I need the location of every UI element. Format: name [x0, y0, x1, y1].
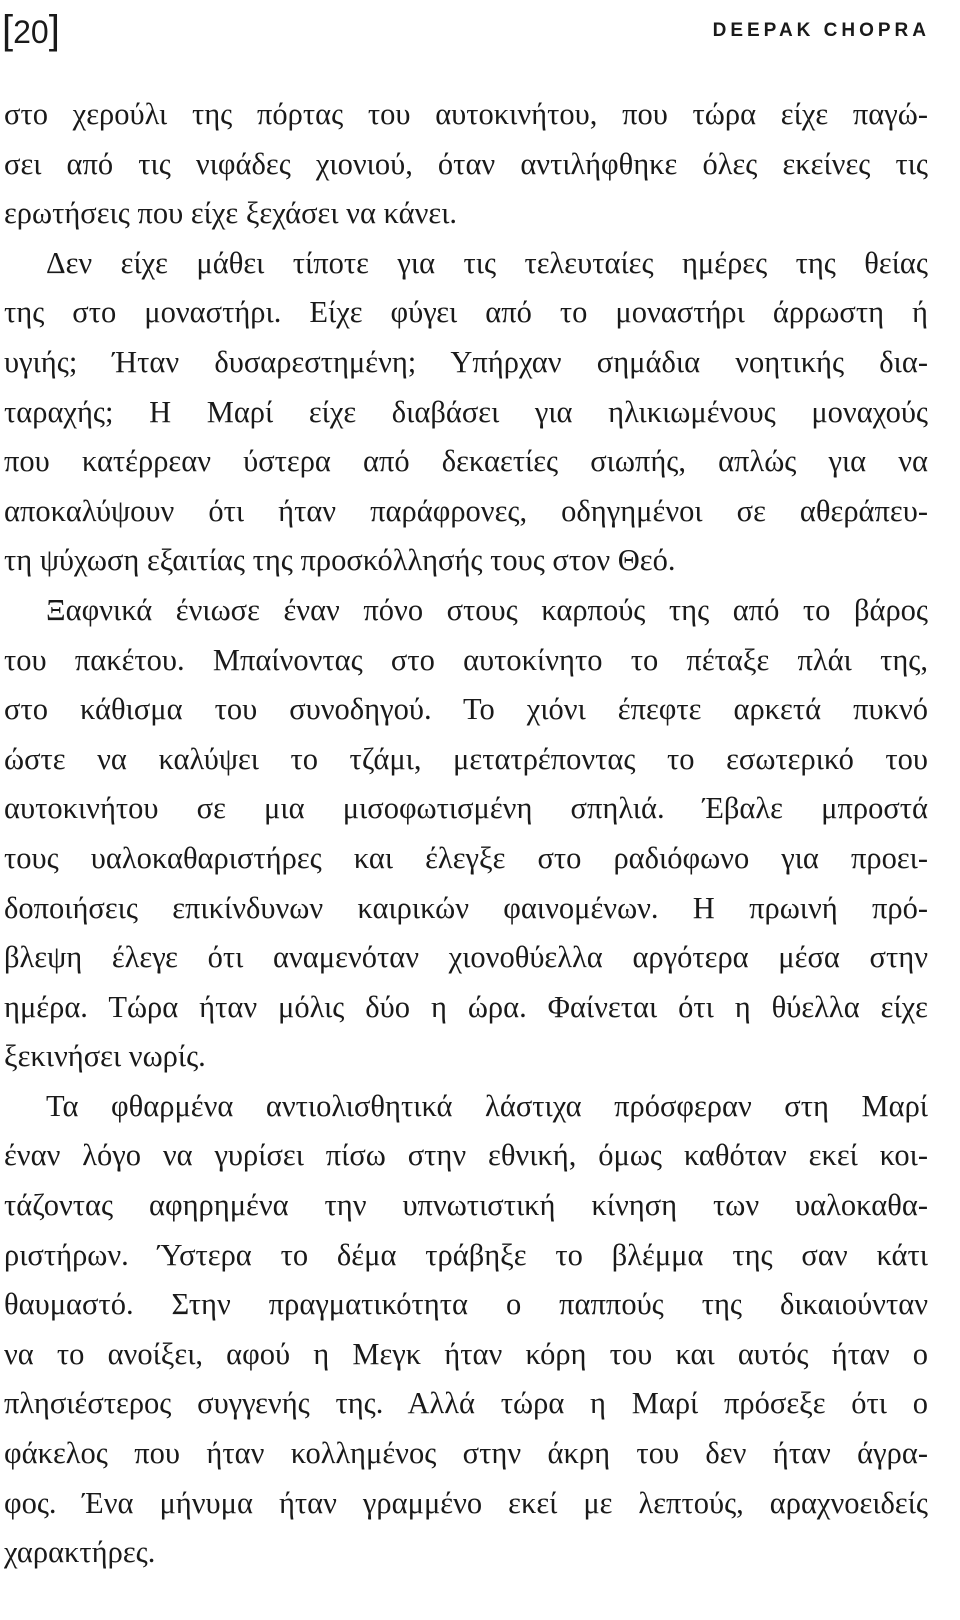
text-line: δοποιήσεις επικίνδυνων καιρικών φαινομένων. Η πρωινή πρό-	[4, 890, 928, 925]
text-line: Ξαφνικά ένιωσε έναν πόνο στους καρπούς της από το βάρος	[46, 592, 928, 627]
text-line: χαρακτήρες.	[4, 1535, 156, 1570]
paragraph	[4, 239, 928, 586]
body-text	[4, 90, 928, 1578]
text-line: έναν λόγο να γυρίσει πίσω στην εθνική, όμως καθόταν εκεί κοι-	[4, 1138, 928, 1173]
page-number-close-bracket: ]	[48, 8, 60, 52]
text-line: Δεν είχε μάθει τίποτε για τις τελευταίες ημέρες της θείας	[46, 245, 928, 280]
text-line: ταραχής; Η Μαρί είχε διαβάσει για ηλικιωμένους μοναχούς	[4, 394, 928, 429]
text-line: θαυμαστό. Στην πραγματικότητα ο παππούς της δικαιούνταν	[4, 1287, 928, 1322]
text-line: ριστήρων. Ύστερα το δέμα τράβηξε το βλέμμα της σαν κάτι	[4, 1237, 928, 1272]
paragraph	[4, 1082, 928, 1578]
text-line: του πακέτου. Μπαίνοντας στο αυτοκίνητο το πέταξε πλάι της,	[4, 642, 928, 677]
text-line: τη ψύχωση εξαιτίας της προσκόλλησής τους στον Θεό.	[4, 543, 676, 578]
paragraph	[4, 586, 928, 1082]
page-number-open-bracket: [	[2, 8, 14, 52]
page-number-value: 20	[13, 14, 49, 50]
text-line: που κατέρρεαν ύστερα από δεκαετίες σιωπής, απλώς για να	[4, 444, 928, 479]
text-line: αυτοκινήτου σε μια μισοφωτισμένη σπηλιά. Έβαλε μπροστά	[4, 791, 928, 826]
text-line: ξεκινήσει νωρίς.	[4, 1039, 206, 1074]
running-head-author: DEEPAK CHOPRA	[712, 20, 930, 41]
paragraph	[4, 90, 928, 239]
text-line: Τα φθαρμένα αντιολισθητικά λάστιχα πρόσφεραν στη Μαρί	[46, 1088, 928, 1123]
text-line: στο χερούλι της πόρτας του αυτοκινήτου, που τώρα είχε παγώ-	[4, 97, 928, 131]
text-line: αποκαλύψουν ότι ήταν παράφρονες, οδηγημένοι σε αθεράπευ-	[4, 493, 928, 528]
text-line: της στο μοναστήρι. Είχε φύγει από το μοναστήρι άρρωστη ή	[4, 295, 928, 330]
text-line: ημέρα. Τώρα ήταν μόλις δύο η ώρα. Φαίνεται ότι η θύελλα είχε	[4, 989, 928, 1024]
text-line: να το ανοίξει, αφού η Μεγκ ήταν κόρη του και αυτός ήταν ο	[4, 1336, 928, 1371]
text-line: φος. Ένα μήνυμα ήταν γραμμένο εκεί με λεπτούς, αραχνοειδείς	[4, 1485, 928, 1520]
text-line: ώστε να καλύψει το τζάμι, μετατρέποντας το εσωτερικό του	[4, 741, 928, 776]
text-line: βλεψη έλεγε ότι αναμενόταν χιονοθύελλα αργότερα μέσα στην	[4, 940, 928, 975]
text-line: πλησιέστερος συγγενής της. Αλλά τώρα η Μαρί πρόσεξε ότι ο	[4, 1386, 928, 1421]
text-line: στο κάθισμα του συνοδηγού. Το χιόνι έπεφτε αρκετά πυκνό	[4, 692, 928, 727]
text-line: τους υαλοκαθαριστήρες και έλεγξε στο ραδιόφωνο για προει-	[4, 840, 928, 875]
page-header	[0, 0, 960, 80]
text-line: σει από τις νιφάδες χιονιού, όταν αντιλήφθηκε όλες εκείνες τις	[4, 146, 928, 181]
text-line: ερωτήσεις που είχε ξεχάσει να κάνει.	[4, 196, 458, 231]
text-line: τάζοντας αφηρημένα την υπνωτιστική κίνηση των υαλοκαθα-	[4, 1188, 928, 1223]
text-line: φάκελος που ήταν κολλημένος στην άκρη του δεν ήταν άγρα-	[4, 1436, 928, 1471]
text-line: υγιής; Ήταν δυσαρεστημένη; Υπήρχαν σημάδια νοητικής δια-	[4, 344, 928, 379]
page-number	[2, 8, 60, 54]
